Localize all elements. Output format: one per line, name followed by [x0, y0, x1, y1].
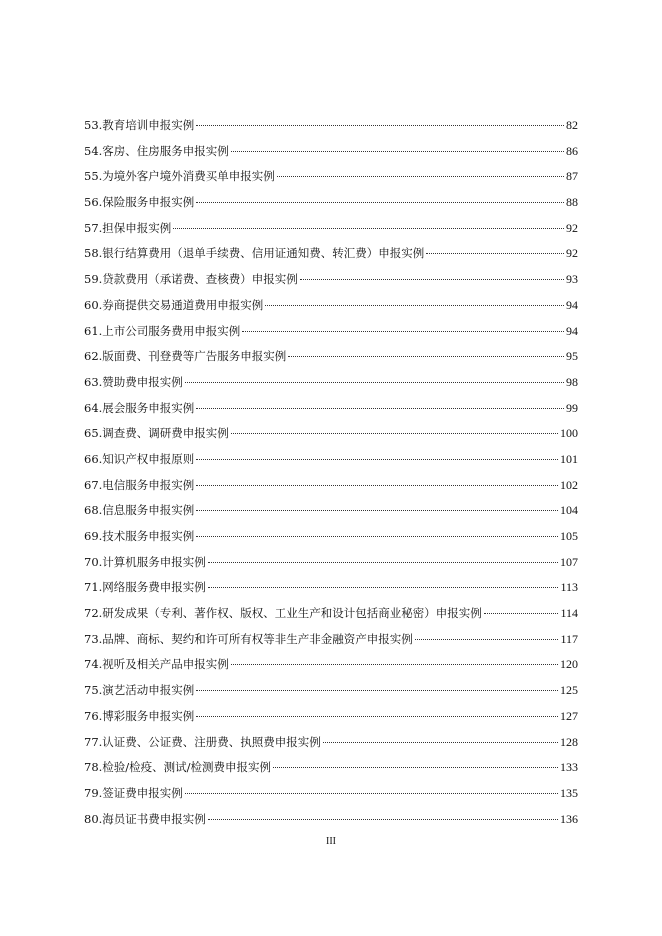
toc-entry-title: 74.视听及相关产品申报实例: [84, 657, 229, 672]
toc-dot-leader: [208, 818, 558, 820]
toc-entry-title: 67.电信服务申报实例: [84, 477, 195, 492]
toc-entry-page: 87: [566, 169, 578, 184]
toc-entry-page: 104: [560, 503, 578, 518]
toc-entry[interactable]: [84, 113, 578, 139]
toc-dot-leader: [426, 252, 564, 254]
toc-entry-title: 53.教育培训申报实例: [84, 118, 195, 132]
toc-entry-page: 105: [560, 529, 578, 543]
toc-entry[interactable]: [84, 370, 578, 396]
toc-entry-title: 71.网络服务费申报实例: [84, 580, 206, 595]
toc-dot-leader: [173, 227, 564, 229]
toc-entry-page: 95: [566, 349, 578, 364]
toc-entry-title: 70.计算机服务申报实例: [84, 554, 206, 569]
toc-entry[interactable]: [84, 652, 578, 678]
toc-entry[interactable]: [84, 344, 578, 370]
toc-entry[interactable]: [84, 164, 578, 190]
toc-entry-page: 88: [566, 195, 578, 210]
toc-dot-leader: [196, 458, 558, 460]
toc-entry-title: 58.银行结算费用（退单手续费、信用证通知费、转汇费）申报实例: [84, 246, 425, 261]
toc-entry-title: 55.为境外客户境外消费买单申报实例: [84, 169, 275, 184]
toc-entry-page: 92: [566, 246, 578, 261]
toc-entry[interactable]: [84, 524, 578, 550]
toc-entry-page: 86: [566, 143, 578, 158]
toc-entry[interactable]: [84, 678, 578, 704]
toc-entry[interactable]: [84, 781, 578, 807]
toc-entry-page: 92: [566, 220, 578, 235]
toc-dot-leader: [300, 278, 564, 280]
toc-dot-leader: [196, 509, 558, 511]
toc-entry-title: 64.展会服务申报实例: [84, 400, 195, 415]
toc-dot-leader: [415, 638, 559, 640]
toc-entry-title: 59.贷款费用（承诺费、查核费）申报实例: [84, 272, 298, 287]
toc-entry-title: 79.签证费申报实例: [84, 785, 183, 800]
toc-dot-leader: [185, 792, 558, 794]
toc-dot-leader: [265, 304, 564, 306]
toc-dot-leader: [231, 432, 558, 434]
toc-entry-page: 93: [566, 272, 578, 287]
toc-entry-page: 100: [560, 426, 578, 441]
page-number: III: [326, 836, 336, 847]
toc-dot-leader: [208, 586, 559, 588]
toc-entry-page: 133: [560, 760, 578, 775]
toc-entry-title: 78.检验/检疫、测试/检测费申报实例: [84, 760, 272, 775]
toc-entry-title: 56.保险服务申报实例: [84, 195, 195, 210]
toc-entry[interactable]: [84, 396, 578, 422]
toc-dot-leader: [196, 201, 564, 203]
toc-entry-title: 80.海员证书费申报实例: [84, 811, 206, 826]
toc-entry-page: 94: [566, 323, 578, 338]
toc-dot-leader: [185, 381, 564, 383]
toc-entry-page: 113: [560, 580, 578, 595]
toc-entry[interactable]: [84, 241, 578, 267]
toc-dot-leader: [196, 484, 558, 486]
toc-entry-title: 65.调查费、调研费申报实例: [84, 426, 229, 441]
toc-dot-leader: [231, 663, 558, 665]
toc-entry[interactable]: [84, 473, 578, 499]
toc-entry-page: 99: [566, 400, 578, 415]
toc-entry-page: 114: [560, 606, 578, 621]
toc-dot-leader: [242, 330, 564, 332]
toc-entry-title: 68.信息服务申报实例: [84, 503, 195, 518]
toc-dot-leader: [196, 689, 558, 691]
toc-entry-page: 128: [560, 734, 578, 749]
toc-entry[interactable]: [84, 267, 578, 293]
toc-entry-title: 57.担保申报实例: [84, 220, 172, 235]
toc-entry-title: 61.上市公司服务费用申报实例: [84, 323, 241, 338]
toc-dot-leader: [323, 741, 558, 743]
toc-dot-leader: [208, 561, 558, 563]
toc-entry[interactable]: [84, 293, 578, 319]
toc-dot-leader: [196, 407, 564, 409]
toc-entry[interactable]: [84, 627, 578, 653]
toc-entry-page: 82: [566, 118, 578, 132]
toc-entry-title: 60.券商提供交易通道费用申报实例: [84, 297, 264, 312]
toc-entry-title: 75.演艺活动申报实例: [84, 683, 195, 698]
toc-entry[interactable]: [84, 421, 578, 447]
toc-entry-page: 127: [560, 708, 578, 723]
toc-dot-leader: [273, 766, 558, 768]
toc-entry-title: 69.技术服务申报实例: [84, 529, 195, 543]
toc-dot-leader: [196, 124, 564, 126]
toc-dot-leader: [196, 535, 558, 537]
toc-entry-page: 125: [560, 683, 578, 698]
toc-entry[interactable]: [84, 319, 578, 345]
toc-entry[interactable]: [84, 704, 578, 730]
toc-entry-title: 77.认证费、公证费、注册费、执照费申报实例: [84, 734, 321, 749]
toc-entry[interactable]: [84, 216, 578, 242]
toc-entry-title: 54.客房、住房服务申报实例: [84, 143, 229, 158]
toc-entry[interactable]: [84, 190, 578, 216]
toc-entry-page: 135: [560, 785, 578, 800]
toc-entry[interactable]: [84, 807, 578, 833]
toc-entry[interactable]: [84, 575, 578, 601]
toc-entry-page: 101: [560, 451, 578, 466]
toc-entry-title: 72.研发成果（专利、著作权、版权、工业生产和设计包括商业秘密）申报实例: [84, 606, 482, 621]
toc-entry-page: 94: [566, 297, 578, 312]
toc-entry[interactable]: [84, 550, 578, 576]
toc-entry[interactable]: [84, 139, 578, 165]
toc-entry-title: 63.赞助费申报实例: [84, 374, 183, 389]
toc-dot-leader: [196, 715, 558, 717]
toc-dot-leader: [288, 355, 564, 357]
toc-entry-page: 98: [566, 374, 578, 389]
toc-entry-page: 102: [560, 477, 578, 492]
table-of-contents: [84, 113, 578, 832]
toc-entry[interactable]: [84, 601, 578, 627]
toc-dot-leader: [277, 175, 564, 177]
toc-entry-page: 117: [560, 631, 578, 646]
toc-entry-title: 73.品牌、商标、契约和许可所有权等非生产非金融资产申报实例: [84, 631, 413, 646]
toc-entry-title: 66.知识产权申报原则: [84, 451, 195, 466]
toc-entry[interactable]: [84, 498, 578, 524]
toc-entry-title: 76.博彩服务申报实例: [84, 708, 195, 723]
toc-entry[interactable]: [84, 755, 578, 781]
toc-entry[interactable]: [84, 730, 578, 756]
toc-entry-page: 107: [560, 554, 578, 569]
toc-entry[interactable]: [84, 447, 578, 473]
toc-dot-leader: [231, 150, 564, 152]
toc-entry-title: 62.版面费、刊登费等广告服务申报实例: [84, 349, 287, 364]
toc-entry-page: 136: [560, 811, 578, 826]
toc-entry-page: 120: [560, 657, 578, 672]
toc-dot-leader: [484, 612, 559, 614]
